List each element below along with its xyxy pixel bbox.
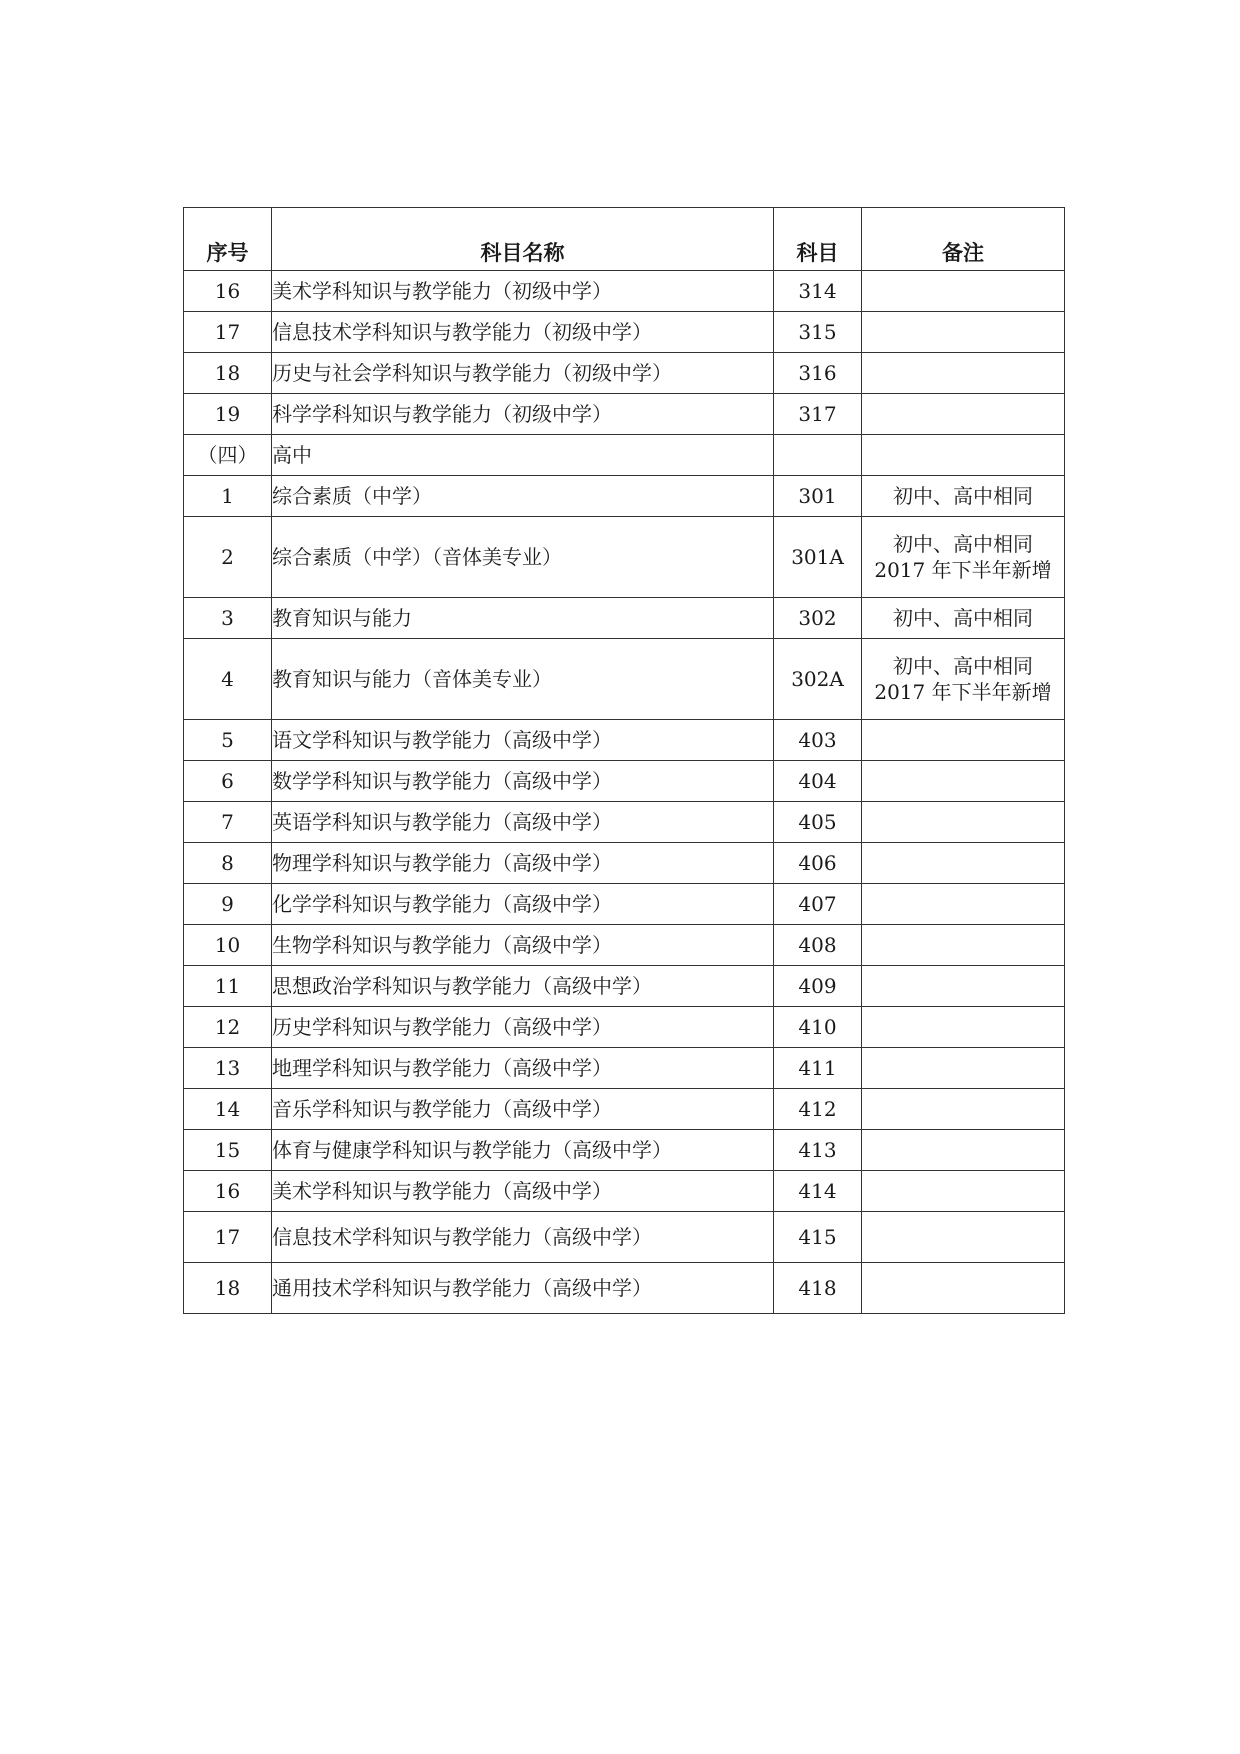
table-row (184, 312, 1065, 353)
subject-code: 405 (774, 802, 862, 843)
subject-name: 物理学科知识与教学能力（高级中学） (272, 843, 774, 884)
table-row (184, 843, 1065, 884)
subject-name: 历史学科知识与教学能力（高级中学） (272, 1007, 774, 1048)
subject-name: 信息技术学科知识与教学能力（初级中学） (272, 312, 774, 353)
subject-name: 美术学科知识与教学能力（高级中学） (272, 1171, 774, 1212)
subject-name: 教育知识与能力 (272, 598, 774, 639)
table-row (184, 966, 1065, 1007)
header-no: 序号 (184, 208, 272, 271)
subject-code: 412 (774, 1089, 862, 1130)
subject-code: 409 (774, 966, 862, 1007)
table-row (184, 271, 1065, 312)
table-header-row (184, 208, 1065, 271)
subject-note (862, 802, 1065, 843)
table-row (184, 802, 1065, 843)
subject-code: 301 (774, 476, 862, 517)
row-number: 15 (184, 1130, 272, 1171)
subject-name: 信息技术学科知识与教学能力（高级中学） (272, 1212, 774, 1263)
subject-note (862, 639, 1065, 720)
note-line: 初中、高中相同 (893, 484, 1033, 508)
subject-name: 教育知识与能力（音体美专业） (272, 639, 774, 720)
row-number: 1 (184, 476, 272, 517)
subject-note (862, 1212, 1065, 1263)
subject-code: 301A (774, 517, 862, 598)
subject-note (862, 925, 1065, 966)
table-row (184, 1130, 1065, 1171)
row-number: 11 (184, 966, 272, 1007)
row-number: 18 (184, 353, 272, 394)
subject-note (862, 884, 1065, 925)
table-row (184, 639, 1065, 720)
subject-note (862, 1007, 1065, 1048)
subject-name: 化学学科知识与教学能力（高级中学） (272, 884, 774, 925)
table-row (184, 720, 1065, 761)
subject-code: 413 (774, 1130, 862, 1171)
row-number: 2 (184, 517, 272, 598)
subject-name: 综合素质（中学） (272, 476, 774, 517)
subject-code: 407 (774, 884, 862, 925)
subject-code: 418 (774, 1263, 862, 1314)
subject-name: 通用技术学科知识与教学能力（高级中学） (272, 1263, 774, 1314)
subject-code: 302A (774, 639, 862, 720)
subject-note (862, 394, 1065, 435)
row-number: 5 (184, 720, 272, 761)
table-row (184, 353, 1065, 394)
table-row (184, 598, 1065, 639)
subject-note (862, 966, 1065, 1007)
subject-note (862, 312, 1065, 353)
subject-note (862, 435, 1065, 476)
subject-code: 403 (774, 720, 862, 761)
subject-code: 406 (774, 843, 862, 884)
header-code: 科目 (774, 208, 862, 271)
row-number: 13 (184, 1048, 272, 1089)
row-number: 18 (184, 1263, 272, 1314)
note-line: 初中、高中相同 (893, 606, 1033, 630)
row-number: 14 (184, 1089, 272, 1130)
subject-code (774, 435, 862, 476)
table-row (184, 435, 1065, 476)
table-row (184, 1048, 1065, 1089)
subject-name: 科学学科知识与教学能力（初级中学） (272, 394, 774, 435)
subject-name: 数学学科知识与教学能力（高级中学） (272, 761, 774, 802)
table-row (184, 884, 1065, 925)
note-line-2: 2017 年下半年新增 (874, 558, 1052, 582)
subject-code: 415 (774, 1212, 862, 1263)
subject-note (862, 1048, 1065, 1089)
subject-code: 404 (774, 761, 862, 802)
table-row (184, 1263, 1065, 1314)
row-number: （四） (184, 435, 272, 476)
header-name: 科目名称 (272, 208, 774, 271)
subject-note (862, 271, 1065, 312)
row-number: 6 (184, 761, 272, 802)
subject-note (862, 353, 1065, 394)
row-number: 7 (184, 802, 272, 843)
subject-name: 综合素质（中学）（音体美专业） (272, 517, 774, 598)
table-row (184, 1089, 1065, 1130)
subject-name: 体育与健康学科知识与教学能力（高级中学） (272, 1130, 774, 1171)
row-number: 10 (184, 925, 272, 966)
subject-code: 410 (774, 1007, 862, 1048)
subject-note (862, 598, 1065, 639)
note-line: 初中、高中相同 (893, 654, 1033, 678)
table-row (184, 925, 1065, 966)
subject-name: 语文学科知识与教学能力（高级中学） (272, 720, 774, 761)
subject-note (862, 1130, 1065, 1171)
subject-code: 314 (774, 271, 862, 312)
subject-code: 317 (774, 394, 862, 435)
header-note: 备注 (862, 208, 1065, 271)
row-number: 3 (184, 598, 272, 639)
subject-code: 411 (774, 1048, 862, 1089)
row-number: 19 (184, 394, 272, 435)
subject-code: 302 (774, 598, 862, 639)
subject-code: 414 (774, 1171, 862, 1212)
table-row (184, 1171, 1065, 1212)
subject-name: 历史与社会学科知识与教学能力（初级中学） (272, 353, 774, 394)
subject-note (862, 1089, 1065, 1130)
subject-name: 英语学科知识与教学能力（高级中学） (272, 802, 774, 843)
row-number: 4 (184, 639, 272, 720)
subject-code: 408 (774, 925, 862, 966)
subject-name: 思想政治学科知识与教学能力（高级中学） (272, 966, 774, 1007)
subject-name: 美术学科知识与教学能力（初级中学） (272, 271, 774, 312)
subject-name: 音乐学科知识与教学能力（高级中学） (272, 1089, 774, 1130)
subject-table (183, 207, 1065, 1314)
row-number: 17 (184, 312, 272, 353)
row-number: 8 (184, 843, 272, 884)
subject-note (862, 476, 1065, 517)
subject-name: 地理学科知识与教学能力（高级中学） (272, 1048, 774, 1089)
subject-name: 生物学科知识与教学能力（高级中学） (272, 925, 774, 966)
row-number: 17 (184, 1212, 272, 1263)
row-number: 16 (184, 271, 272, 312)
subject-name: 高中 (272, 435, 774, 476)
row-number: 16 (184, 1171, 272, 1212)
note-line-2: 2017 年下半年新增 (874, 680, 1052, 704)
subject-note (862, 1171, 1065, 1212)
row-number: 12 (184, 1007, 272, 1048)
table-row (184, 476, 1065, 517)
table-row (184, 394, 1065, 435)
subject-code: 315 (774, 312, 862, 353)
subject-note (862, 517, 1065, 598)
subject-note (862, 720, 1065, 761)
subject-code: 316 (774, 353, 862, 394)
row-number: 9 (184, 884, 272, 925)
subject-note (862, 761, 1065, 802)
subject-note (862, 1263, 1065, 1314)
table-row (184, 1007, 1065, 1048)
table-row (184, 761, 1065, 802)
note-line: 初中、高中相同 (893, 532, 1033, 556)
table-row (184, 1212, 1065, 1263)
subject-note (862, 843, 1065, 884)
table-row (184, 517, 1065, 598)
